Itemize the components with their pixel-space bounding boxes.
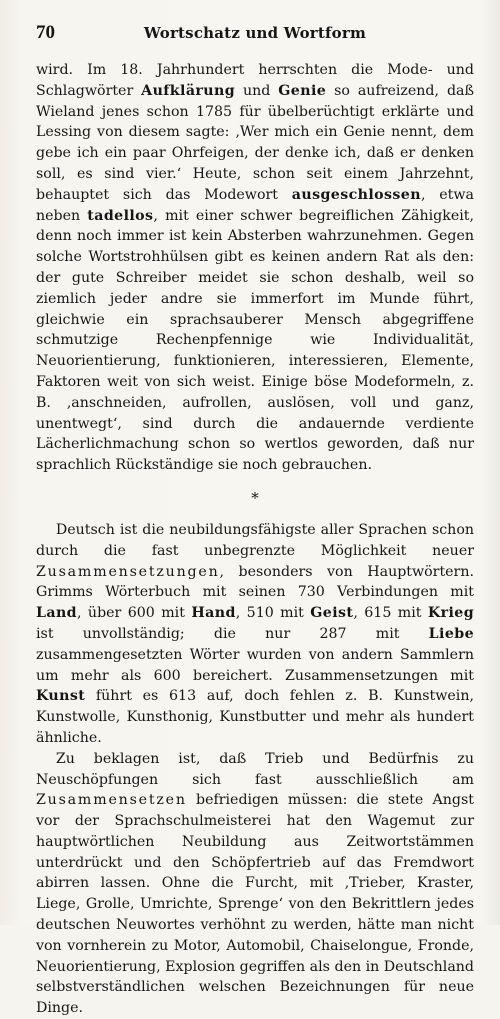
emphasized-word: Liebe	[428, 625, 474, 642]
text-run: zusammengesetzten Wörter wurden von andern Sammlern um mehr als 600 bereichert. Zusammensetzungen mit	[36, 646, 474, 684]
page-number: 70	[36, 22, 55, 43]
paragraph-compounds	[36, 520, 474, 749]
paragraph-fashion-words	[36, 60, 474, 476]
emphasized-word: ausgeschlossen	[291, 186, 421, 203]
text-run: , 615 mit	[353, 605, 428, 622]
emphasized-word: tadellos	[87, 207, 154, 224]
text-run: , über 600 mit	[77, 605, 192, 622]
text-run: und	[235, 82, 279, 99]
text-run: ist unvollständig; die nur 287 mit	[36, 625, 429, 642]
text-run: Zu beklagen ist, daß Trieb und Bedürfnis zu Neuschöpfungen sich fast ausschließlich am	[36, 750, 474, 788]
emphasized-word: Krieg	[427, 605, 475, 622]
spaced-word: Zusammensetzungen	[36, 563, 220, 580]
emphasized-word: Geist	[310, 605, 354, 622]
text-run: führt es 613 auf, doch fehlen z. B. Kunstwein, Kunstwolle, Kunsthonig, Kunstbutter und mehr als hundert ähnliche.	[36, 688, 474, 746]
emphasized-word: Aufklärung	[141, 82, 236, 99]
running-head: Wortschatz und Wortform	[143, 24, 367, 42]
emphasized-word: Genie	[278, 82, 327, 99]
text-run: so aufreizend, daß Wieland jenes schon 1785 für übelberüchtigt erklärte und Lessing von diesem sagte: ‚Wer mich ein Genie nennt, dem gebe ich ein paar Ohrfeigen, der denke ich, daß er denken soll, es sind vier.‘ Heute, schon seit einem Jahrzehnt, behauptet sich das Modewort	[36, 82, 474, 203]
page-body	[36, 60, 474, 1019]
emphasized-word: Land	[36, 605, 78, 622]
emphasized-word: Kunst	[36, 688, 86, 705]
emphasized-word: Hand	[191, 605, 236, 622]
text-run: wird. Im 18. Jahrhundert herrschten die Mode- und Schlagwörter	[36, 62, 474, 99]
text-run: , mit einer schwer begreiflichen Zähigkeit, denn noch immer ist kein Absterben wahrzunehmen. Gegen solche Wortstrohhülsen gibt es keinen andern Rat als den: der gute Schreiber meidet sie schon deshalb, weil so ziemlich jeder andre sie immerfort im Munde führt, gleichwie ein sprachsauberer Mensch abgegriffene schmutzige Rechenpfennige wie Individualität, Neuorientierung, funktionieren, interessieren, Elemente, Faktoren weit von sich weist. Einige böse Modeformeln, z. B. ‚anschneiden, aufrollen, auslösen, voll und ganz, unentwegt‘, sind durch die andauernde verdiente Lächerlichmachung schon so wertlos geworden, daß nur sprachlich Rückständige sie noch gebrauchen.	[36, 207, 474, 474]
text-run: befriedigen müssen: die stete Angst vor der Sprachschulmeisterei hat den Wagemut zur hauptwörtlichen Neubildung aus Zeitwortstämmen unterdrückt und den Schöpfertrieb auf das Fremdwort abirren lassen. Ohne die Furcht, mit ‚Trieber, Kraster, Liege, Grolle, Umrichte, Sprenge‘ von den Bekrittlern jedes deutschen Neuwortes verhöhnt zu werden, hätte man nicht von vornherein zu Motor, Automobil, Chaiselongue, Fronde, Neuorientierung, Explosion gegriffen als den in Deutschland selbstverständlichen welschen Bezeichnungen für neue Dinge.	[36, 792, 474, 1017]
section-separator: *	[251, 488, 259, 507]
text-run: , etwa neben	[36, 186, 474, 224]
page-header	[36, 22, 474, 46]
paragraph-neologisms	[36, 749, 474, 1019]
text-run: , 510 mit	[235, 605, 311, 622]
spaced-word: Zusammensetzen	[36, 792, 187, 809]
text-run: Deutsch ist die neubildungsfähigste aller Sprachen schon durch die fast unbegrenzte Möglichkeit neuer	[36, 521, 474, 559]
text-run: , besonders von Hauptwörtern. Grimms Wörterbuch mit seinen 730 Verbindungen mit	[36, 563, 474, 601]
